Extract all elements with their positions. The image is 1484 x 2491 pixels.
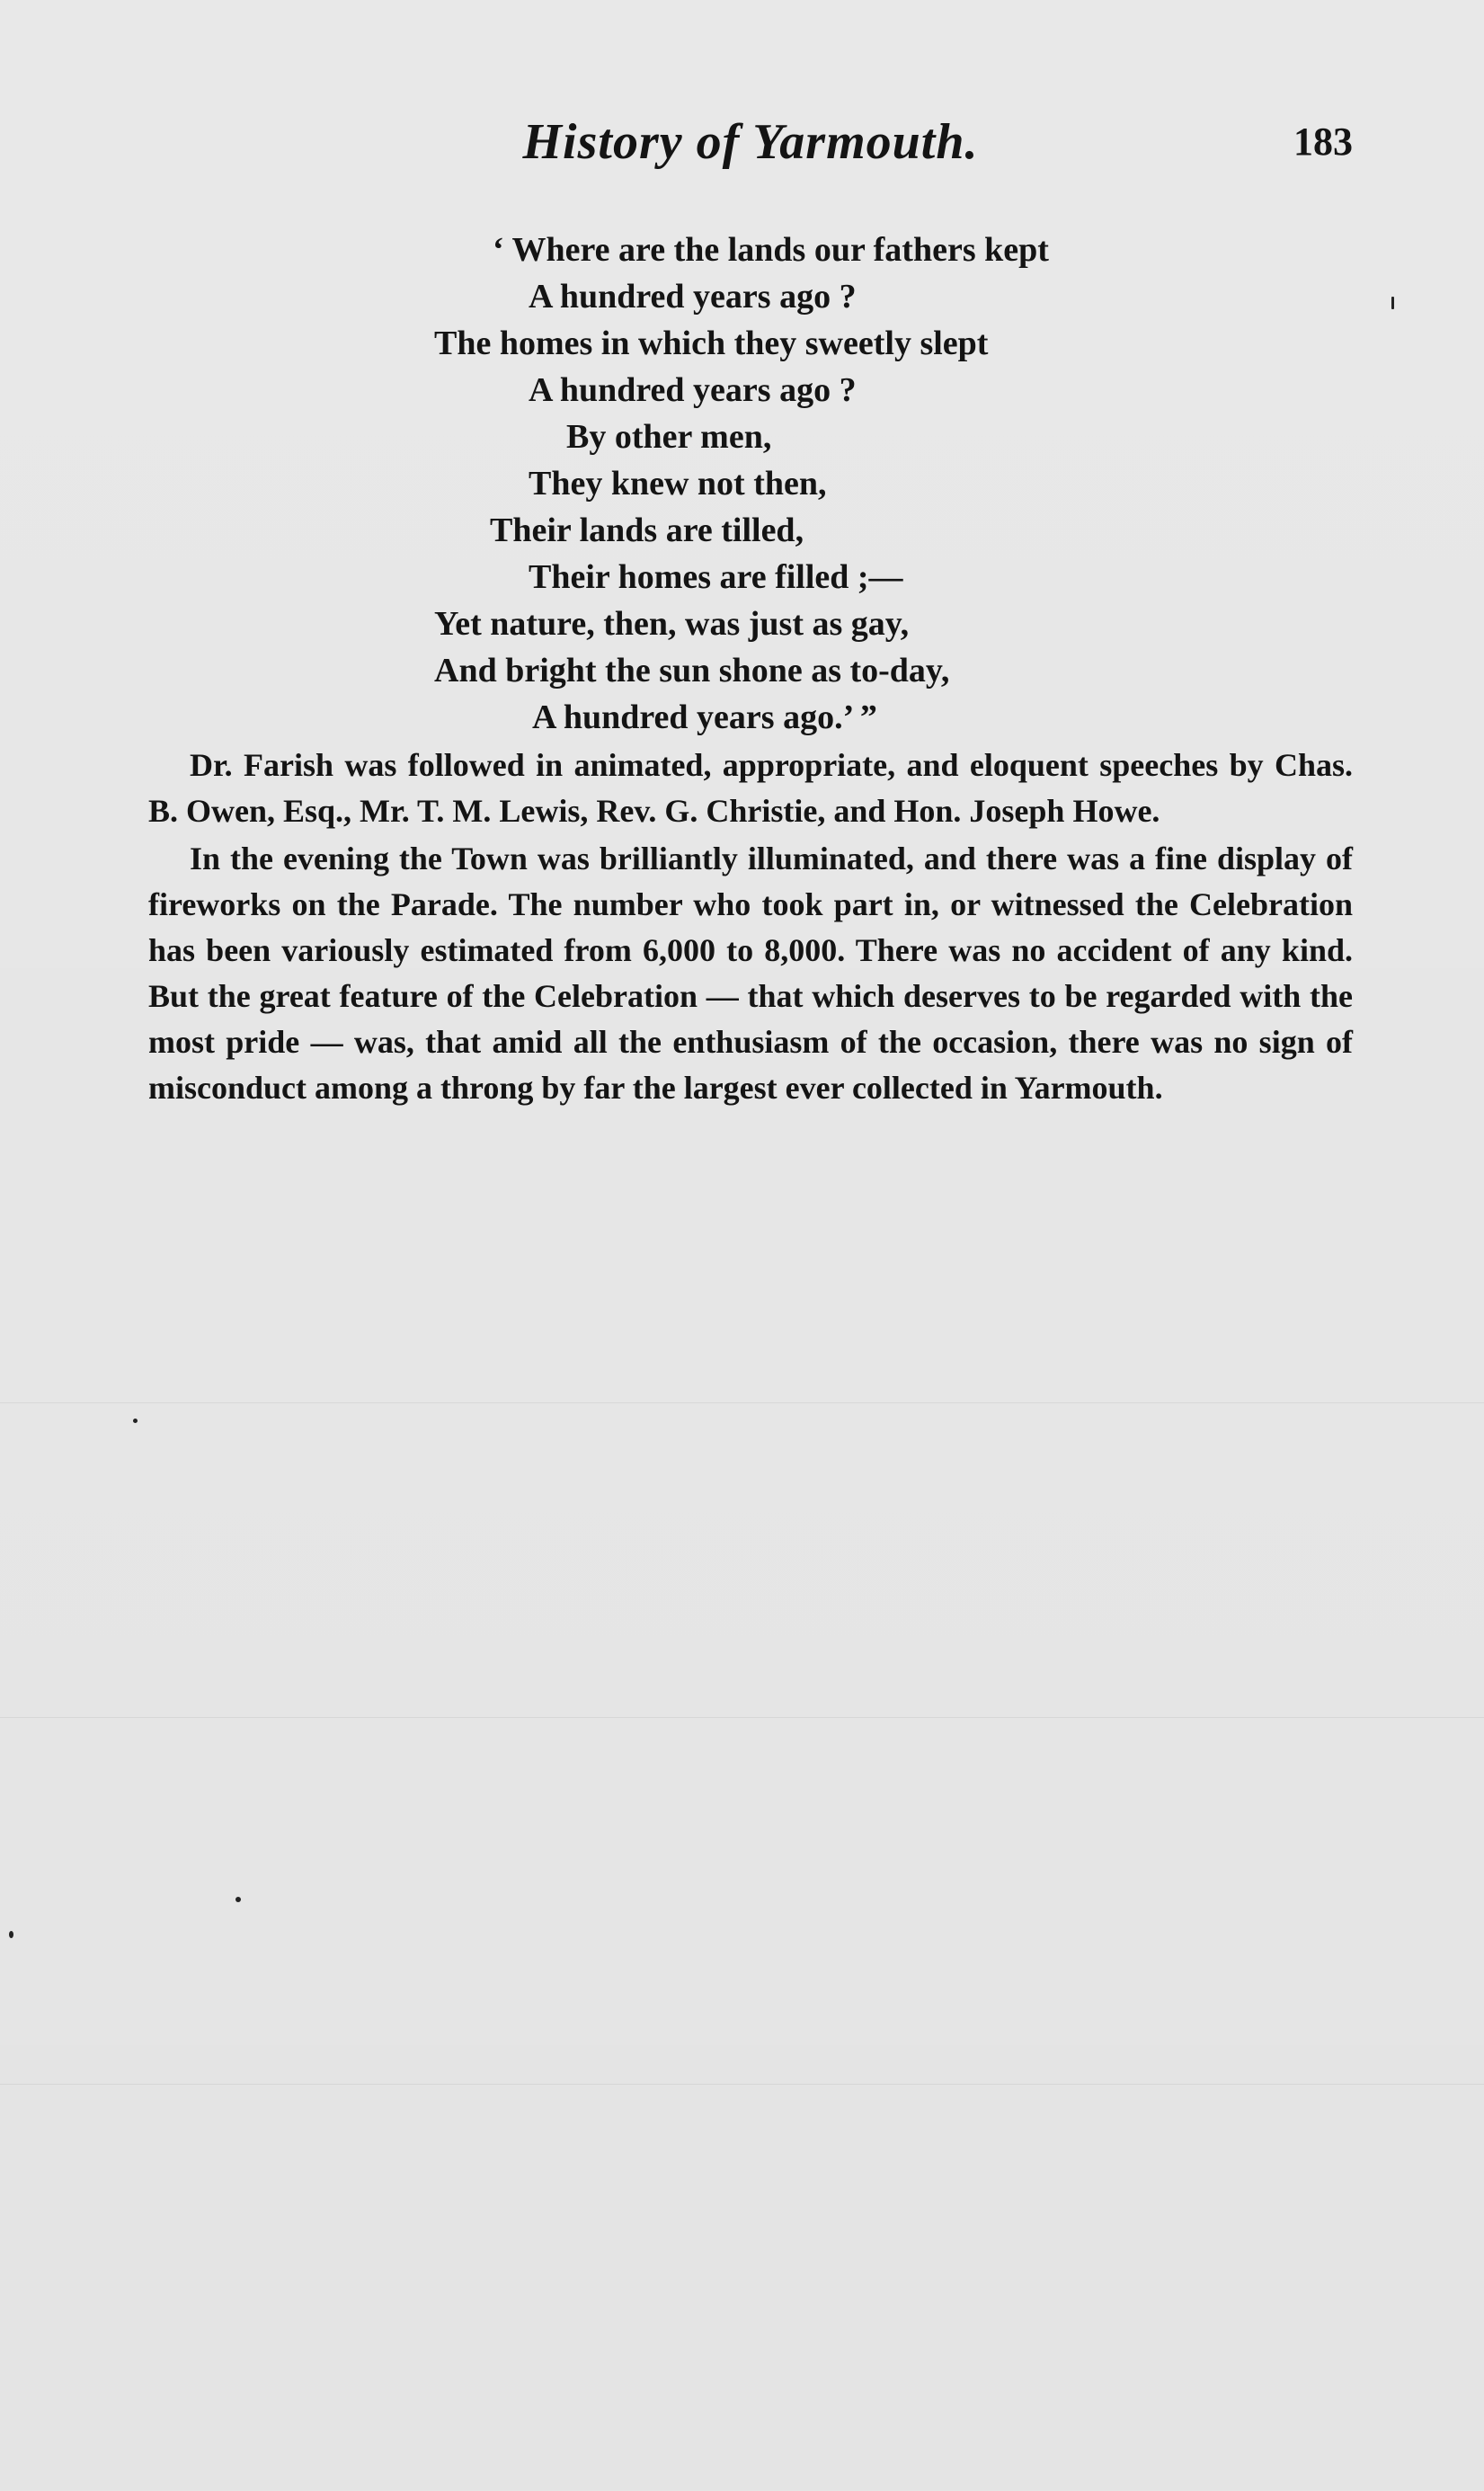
poem-line: A hundred years ago ? <box>529 371 857 409</box>
scan-speck <box>9 1931 13 1938</box>
poem-line: A hundred years ago ? <box>529 278 857 316</box>
poem-line: And bright the sun shone as to-day, <box>434 652 950 689</box>
running-title: History of Yarmouth. <box>522 114 979 170</box>
body-text <box>148 743 1353 1113</box>
scan-line <box>0 2084 1484 2085</box>
scan-speck <box>235 1897 241 1902</box>
scan-line <box>0 1717 1484 1718</box>
poem-line: Yet nature, then, was just as gay, <box>434 605 910 643</box>
paragraph: Dr. Farish was followed in animated, appropriate, and eloquent speeches by Chas. B. Owen, Esq., Mr. T. M. Lewis, Rev. G. Christie, and Hon. Joseph Howe. <box>148 747 1353 829</box>
scan-line <box>0 1402 1484 1403</box>
poem-line: They knew not then, <box>529 465 827 503</box>
paragraph: In the evening the Town was brilliantly illuminated, and there was a fine display of fireworks on the Parade. The number who took part in, or witnessed the Celebration has been variously estimated from 6,000 to 8,000. There was no accident of any kind. But the great feature of the Celebration — that which deserves to be regarded with the most pride — was, that amid all the enthusiasm of the occasion, there was no sign of misconduct among a throng by far the largest ever collected in Yarmouth. <box>148 841 1353 1106</box>
poem-line: Their lands are tilled, <box>490 512 804 549</box>
poem-line: By other men, <box>566 418 772 456</box>
scan-speck <box>1391 297 1394 309</box>
scan-speck <box>133 1419 138 1423</box>
page-number: 183 <box>1293 120 1353 164</box>
poem-line: The homes in which they sweetly slept <box>434 325 989 362</box>
poem-line: Their homes are filled ;— <box>529 558 903 596</box>
poem-line: ‘ Where are the lands our fathers kept <box>493 231 1049 269</box>
poem-line: A hundred years ago.’ ” <box>532 698 877 736</box>
page-header <box>148 106 1353 178</box>
